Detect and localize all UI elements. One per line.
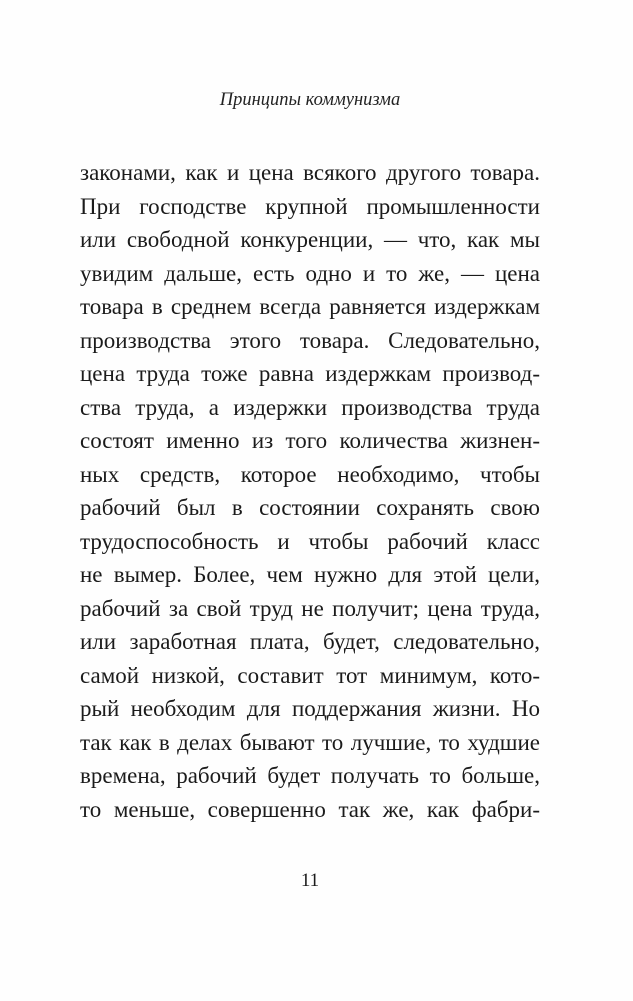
body-line: времена, рабочий будет получать то больше, [80, 763, 540, 788]
body-line: состоят именно из того количества жизнен- [80, 428, 540, 453]
body-line: трудоспособность и чтобы рабочий класс [80, 528, 540, 554]
body-line: законами, как и цена всякого другого товара. [80, 160, 540, 185]
body-line: так как в делах бывают то лучшие, то худшие [80, 729, 540, 755]
body-line: производства этого товара. Следовательно, [80, 327, 540, 353]
body-line: При господстве крупной промышленности [80, 193, 540, 219]
body-line: рый необходим для поддержания жизни. Но [80, 696, 540, 721]
body-line: цена труда тоже равна издержкам производ- [80, 361, 540, 386]
body-line: не вымер. Более, чем нужно для этой цели, [80, 562, 540, 587]
body-line: рабочий был в состоянии сохранять свою [80, 495, 540, 520]
page-number: 11 [300, 870, 320, 891]
body-line: или свободной конкуренции, — что, как мы [80, 227, 540, 252]
running-head-title: Принципы коммунизма [219, 90, 401, 110]
body-paragraph [80, 156, 540, 826]
body-line: рабочий за свой труд не получит; цена труда, [80, 595, 540, 621]
body-line: самой низкой, составит тот минимум, кото- [80, 662, 540, 688]
body-line: ства труда, а издержки производства труда [80, 394, 540, 420]
body-line: или заработная плата, будет, следовательно, [80, 629, 540, 654]
body-line: то меньше, совершенно так же, как фабри- [80, 796, 540, 822]
body-line: увидим дальше, есть одно и то же, — цена [80, 260, 540, 286]
body-line: ных средств, которое необходимо, чтобы [80, 461, 540, 487]
body-line: товара в среднем всегда равняется издержкам [80, 294, 540, 319]
